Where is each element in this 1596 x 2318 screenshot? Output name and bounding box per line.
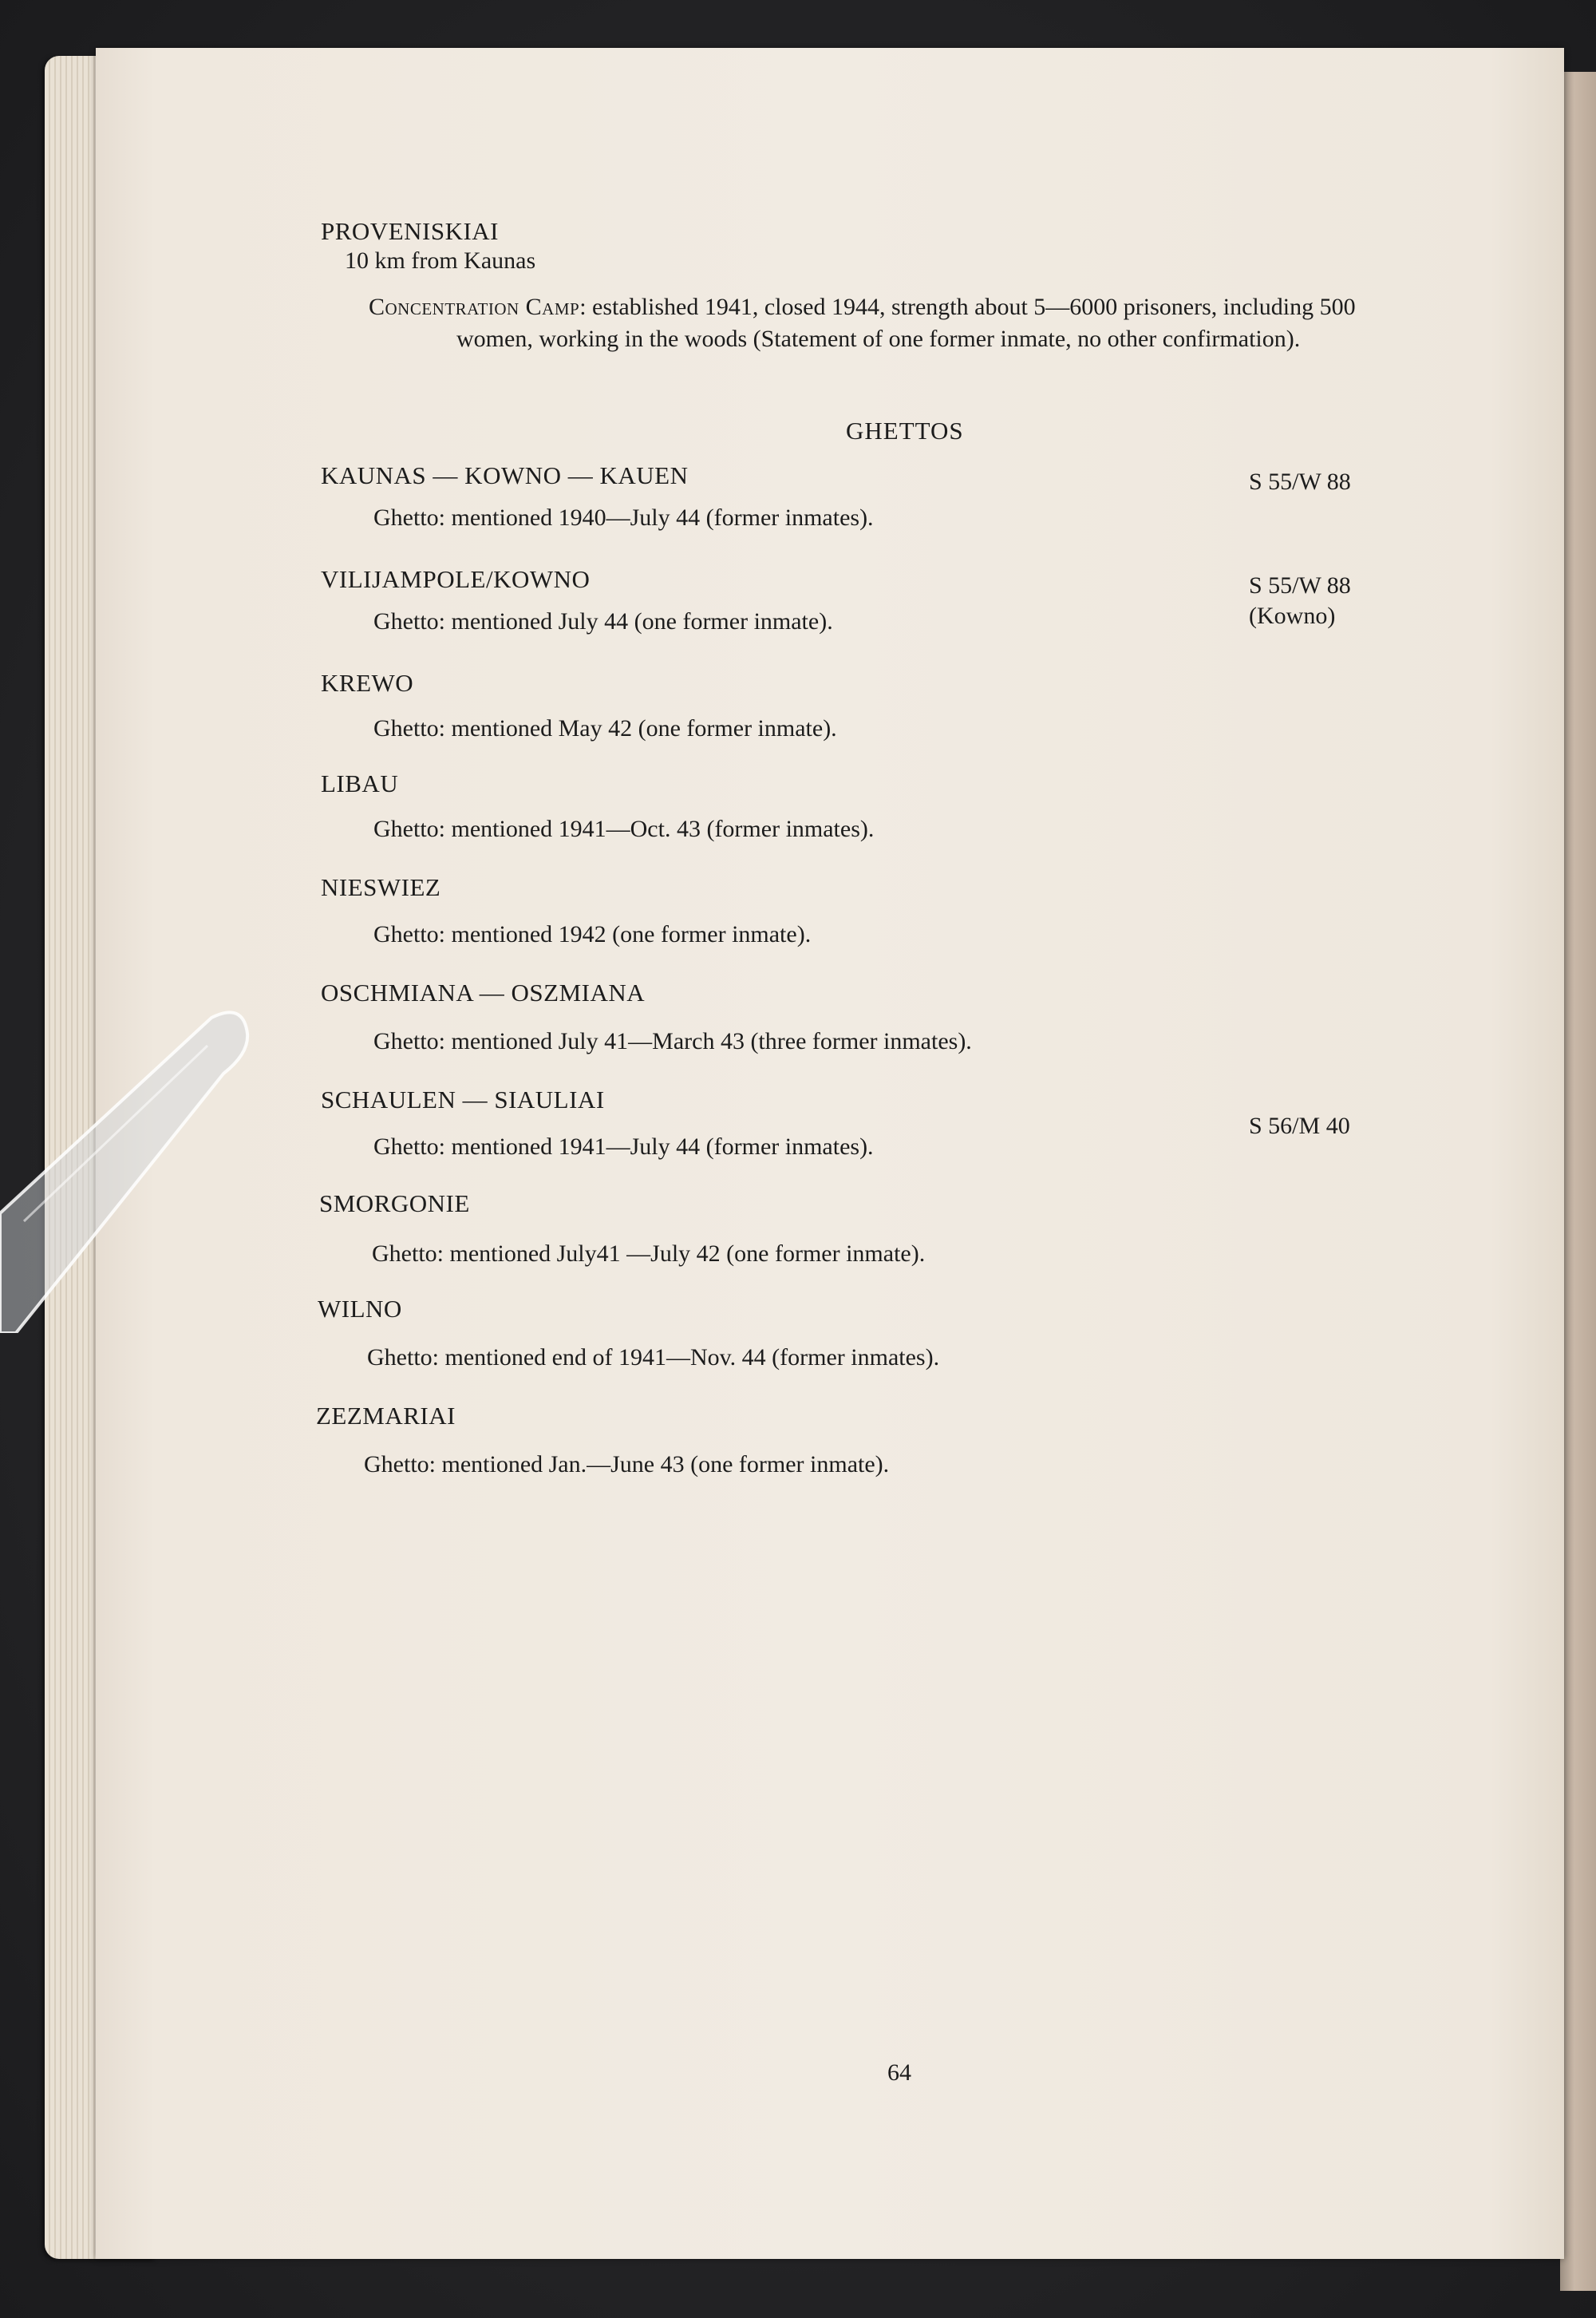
ghetto-label: Ghetto [367, 1344, 433, 1371]
ghetto-label: Ghetto [373, 816, 439, 842]
ghetto-label: Ghetto [373, 921, 439, 947]
archive-reference: S 55/W 88 [1249, 469, 1351, 495]
ghetto-name: ZEZMARIAI [316, 1402, 456, 1430]
ghetto-label: Ghetto [373, 1028, 439, 1054]
camp-description-line2: women, working in the woods (Statement of one former inmate, no other confirmation). [456, 326, 1301, 352]
ghetto-name: SCHAULEN — SIAULIAI [321, 1086, 605, 1114]
ghetto-detail: Ghetto: mentioned July 41—March 43 (three former inmates). [373, 1028, 972, 1054]
ghetto-detail-text: mentioned July41 —July 42 (one former inmate). [449, 1240, 926, 1267]
ghetto-label: Ghetto [364, 1451, 429, 1477]
page-number: 64 [887, 2059, 911, 2086]
ghetto-label: Ghetto [373, 608, 439, 635]
ghetto-name: OSCHMIANA — OSZMIANA [321, 979, 646, 1007]
section-title: GHETTOS [846, 417, 964, 445]
ghetto-detail-text: mentioned 1942 (one former inmate). [451, 921, 812, 947]
ghetto-detail-text: mentioned May 42 (one former inmate). [451, 715, 837, 742]
ghetto-detail: Ghetto: mentioned 1941—Oct. 43 (former inmates). [373, 816, 875, 842]
ghetto-detail: Ghetto: mentioned July 44 (one former inmate). [373, 608, 833, 635]
ghetto-detail: Ghetto: mentioned 1942 (one former inmate). [373, 921, 812, 947]
ghetto-name: LIBAU [321, 769, 399, 797]
ghetto-name: VILIJAMPOLE/KOWNO [321, 565, 591, 593]
book-page [96, 48, 1564, 2259]
camp-name: PROVENISKIAI [321, 217, 499, 245]
ghetto-detail: Ghetto: mentioned 1941—July 44 (former inmates). [373, 1133, 874, 1160]
archive-reference: S 55/W 88 (Kowno) [1249, 572, 1351, 629]
page-holder-blade [0, 998, 255, 1333]
colon: : [579, 294, 593, 320]
ghetto-label: Ghetto [373, 504, 439, 531]
camp-type-label: Concentration Camp [369, 294, 580, 320]
archive-reference: S 56/M 40 [1249, 1113, 1350, 1139]
ghetto-label: Ghetto [373, 1133, 439, 1160]
camp-description-line1 [369, 294, 1356, 321]
ghetto-detail-text: mentioned Jan.—June 43 (one former inmate). [441, 1451, 890, 1477]
ghetto-label: Ghetto [373, 715, 439, 742]
ghetto-detail-text: mentioned July 44 (one former inmate). [451, 608, 833, 635]
ghetto-name: KAUNAS — KOWNO — KAUEN [321, 461, 689, 489]
ghetto-detail: Ghetto: mentioned May 42 (one former inmate). [373, 715, 837, 742]
camp-location: 10 km from Kaunas [345, 247, 536, 274]
ghetto-label: Ghetto [372, 1240, 437, 1267]
ghetto-detail-text: mentioned July 41—March 43 (three former inmates). [451, 1028, 972, 1054]
ghetto-detail: Ghetto: mentioned Jan.—June 43 (one former inmate). [364, 1451, 890, 1477]
ghetto-detail: Ghetto: mentioned 1940—July 44 (former inmates). [373, 504, 874, 531]
ghetto-detail-text: mentioned 1941—July 44 (former inmates). [451, 1133, 874, 1160]
ghetto-detail: Ghetto: mentioned July41 —July 42 (one former inmate). [372, 1240, 926, 1267]
ghetto-detail: Ghetto: mentioned end of 1941—Nov. 44 (former inmates). [367, 1344, 940, 1371]
ghetto-name: NIESWIEZ [321, 873, 441, 901]
ghetto-detail-text: mentioned 1941—Oct. 43 (former inmates). [451, 816, 875, 842]
facing-page-edge [1560, 72, 1596, 2291]
camp-detail-line1: established 1941, closed 1944, strength about 5—6000 prisoners, including 500 [592, 294, 1356, 320]
ghetto-name: SMORGONIE [319, 1189, 470, 1217]
ghetto-detail-text: mentioned end of 1941—Nov. 44 (former inmates). [444, 1344, 940, 1371]
ghetto-detail-text: mentioned 1940—July 44 (former inmates). [451, 504, 874, 531]
ghetto-name: KREWO [321, 669, 414, 697]
ghetto-name: WILNO [318, 1295, 402, 1323]
